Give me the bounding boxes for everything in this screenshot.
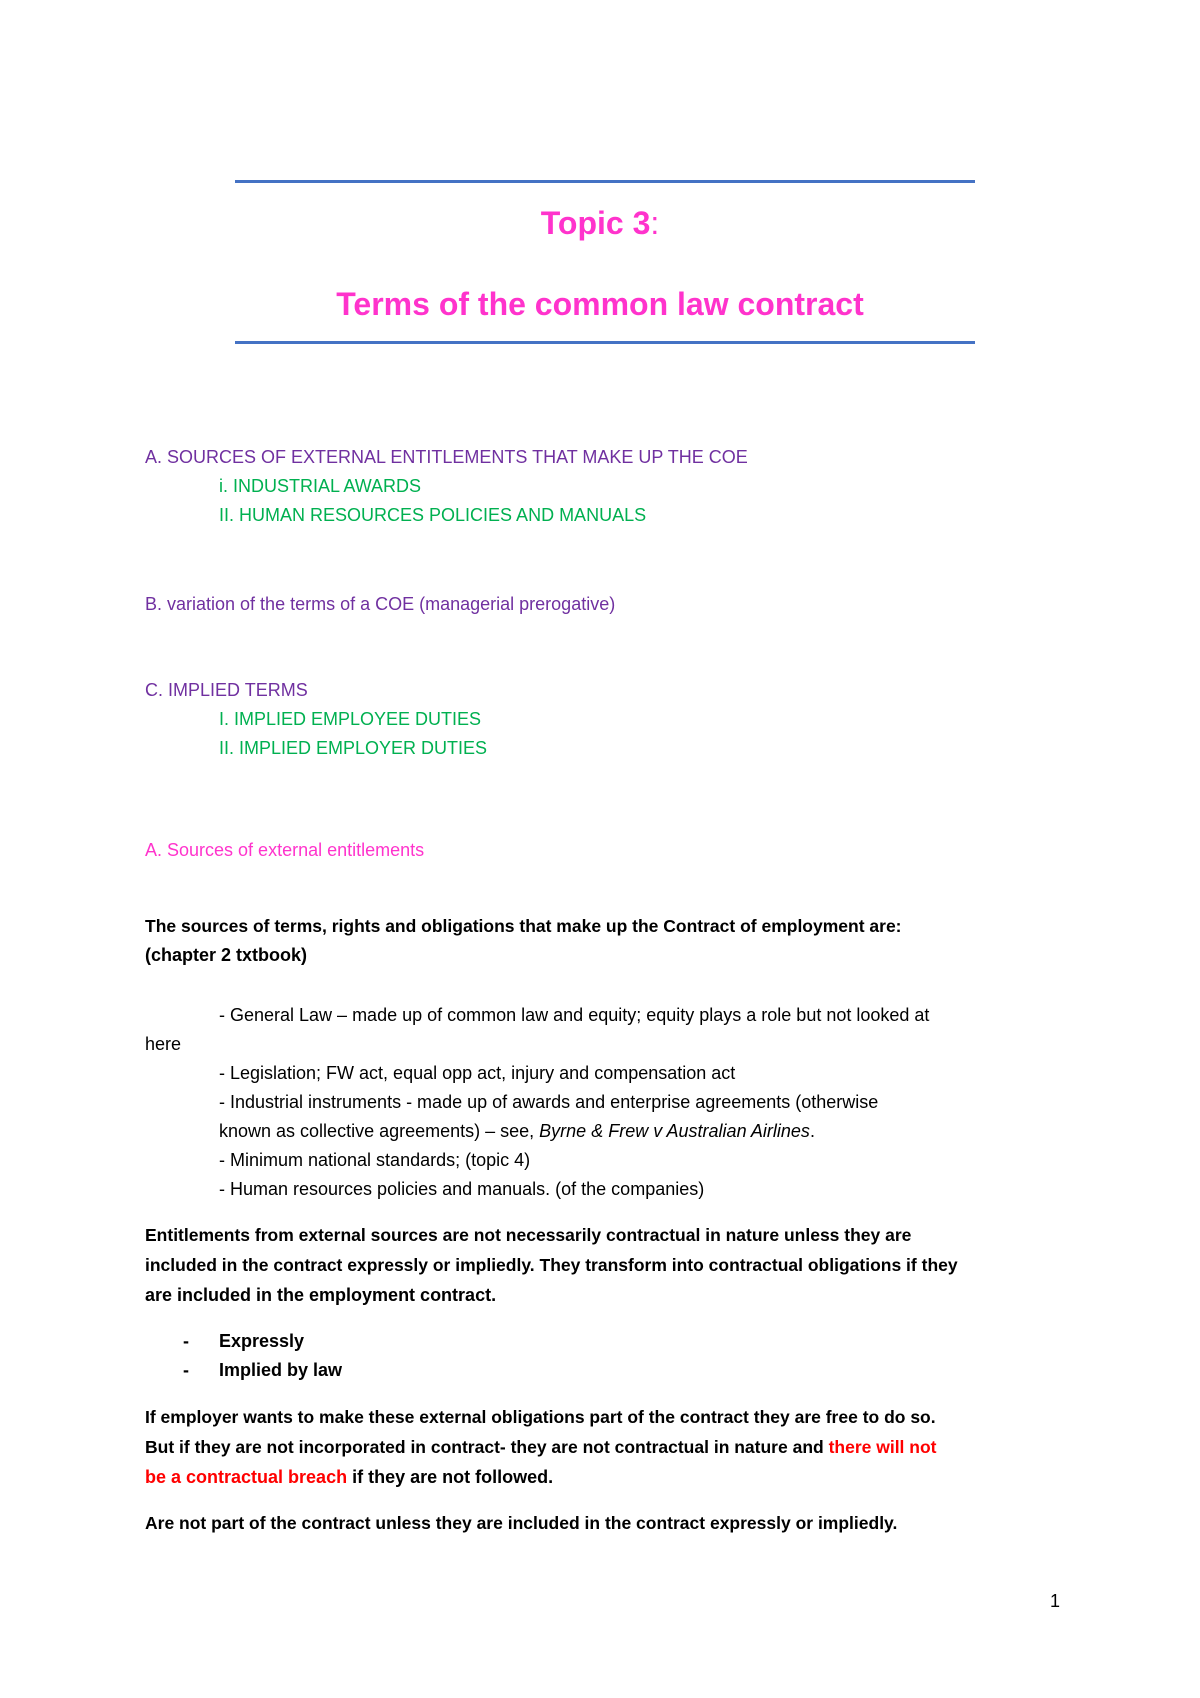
case-citation: Byrne & Frew v Australian Airlines: [539, 1121, 810, 1141]
source-general-law: - General Law – made up of common law and equity; equity plays a role but not looked at: [219, 1005, 930, 1025]
page-title: [0, 203, 1200, 243]
source-minimum-standards: - Minimum national standards; (topic 4): [219, 1150, 531, 1170]
breach-highlight: there will not: [828, 1437, 937, 1457]
source-legislation: - Legislation; FW act, equal opp act, injury and compensation act: [219, 1063, 736, 1083]
employer-line-1: If employer wants to make these external obligations part of the contract they are free to do so.: [145, 1407, 936, 1427]
toc-item-employee-duties: I. IMPLIED EMPLOYEE DUTIES: [219, 709, 482, 729]
bullet-text: Implied by law: [219, 1360, 343, 1380]
toc-heading-b: B. variation of the terms of a COE (managerial prerogative): [145, 594, 616, 614]
source-industrial-instruments-cont: [219, 1119, 815, 1143]
employer-line-3: [145, 1465, 553, 1489]
title-rule-top: [235, 180, 975, 183]
toc-item-employer-duties: II. IMPLIED EMPLOYER DUTIES: [219, 738, 488, 758]
toc-item-industrial-awards: i. INDUSTRIAL AWARDS: [219, 476, 422, 496]
toc-heading-c: C. IMPLIED TERMS: [145, 680, 308, 700]
entitlements-line-2: included in the contract expressly or impliedly. They transform into contractual obligations if they: [145, 1255, 958, 1275]
bullet-marker: -: [183, 1331, 189, 1351]
employer-line-3-text: if they are not followed.: [347, 1467, 554, 1487]
employer-line-2: [145, 1435, 937, 1459]
bullet-marker: -: [183, 1360, 189, 1380]
industrial-end: .: [809, 1121, 815, 1141]
intro-line-2: (chapter 2 txtbook): [145, 945, 308, 965]
title-rule-bottom: [235, 341, 975, 344]
toc-item-hr-policies: II. HUMAN RESOURCES POLICIES AND MANUALS: [219, 505, 647, 525]
bullet-text: Expressly: [219, 1331, 305, 1351]
entitlements-line-3: are included in the employment contract.: [145, 1285, 497, 1305]
bullet-expressly: [183, 1329, 304, 1353]
industrial-text: known as collective agreements) – see,: [219, 1121, 540, 1141]
topic-label: Topic 3: [540, 205, 651, 241]
source-industrial-instruments: - Industrial instruments - made up of awards and enterprise agreements (otherwise: [219, 1092, 879, 1112]
employer-line-2-text: But if they are not incorporated in contract- they are not contractual in nature and: [145, 1437, 829, 1457]
page-subtitle: Terms of the common law contract: [336, 286, 864, 322]
source-hr-policies: - Human resources policies and manuals. (of the companies): [219, 1179, 705, 1199]
closing-line: Are not part of the contract unless they are included in the contract expressly or impliedly.: [145, 1513, 898, 1533]
bullet-implied: [183, 1358, 342, 1382]
breach-highlight-cont: be a contractual breach: [145, 1467, 348, 1487]
entitlements-line-1: Entitlements from external sources are not necessarily contractual in nature unless they are: [145, 1225, 912, 1245]
toc-heading-a: A. SOURCES OF EXTERNAL ENTITLEMENTS THAT MAKE UP THE COE: [145, 447, 748, 467]
section-a-heading: A. Sources of external entitlements: [145, 840, 425, 860]
page-number: 1: [1050, 1591, 1061, 1611]
topic-colon: :: [650, 205, 660, 241]
source-general-law-cont: here: [145, 1034, 182, 1054]
intro-line-1: The sources of terms, rights and obligations that make up the Contract of employment are:: [145, 916, 902, 936]
